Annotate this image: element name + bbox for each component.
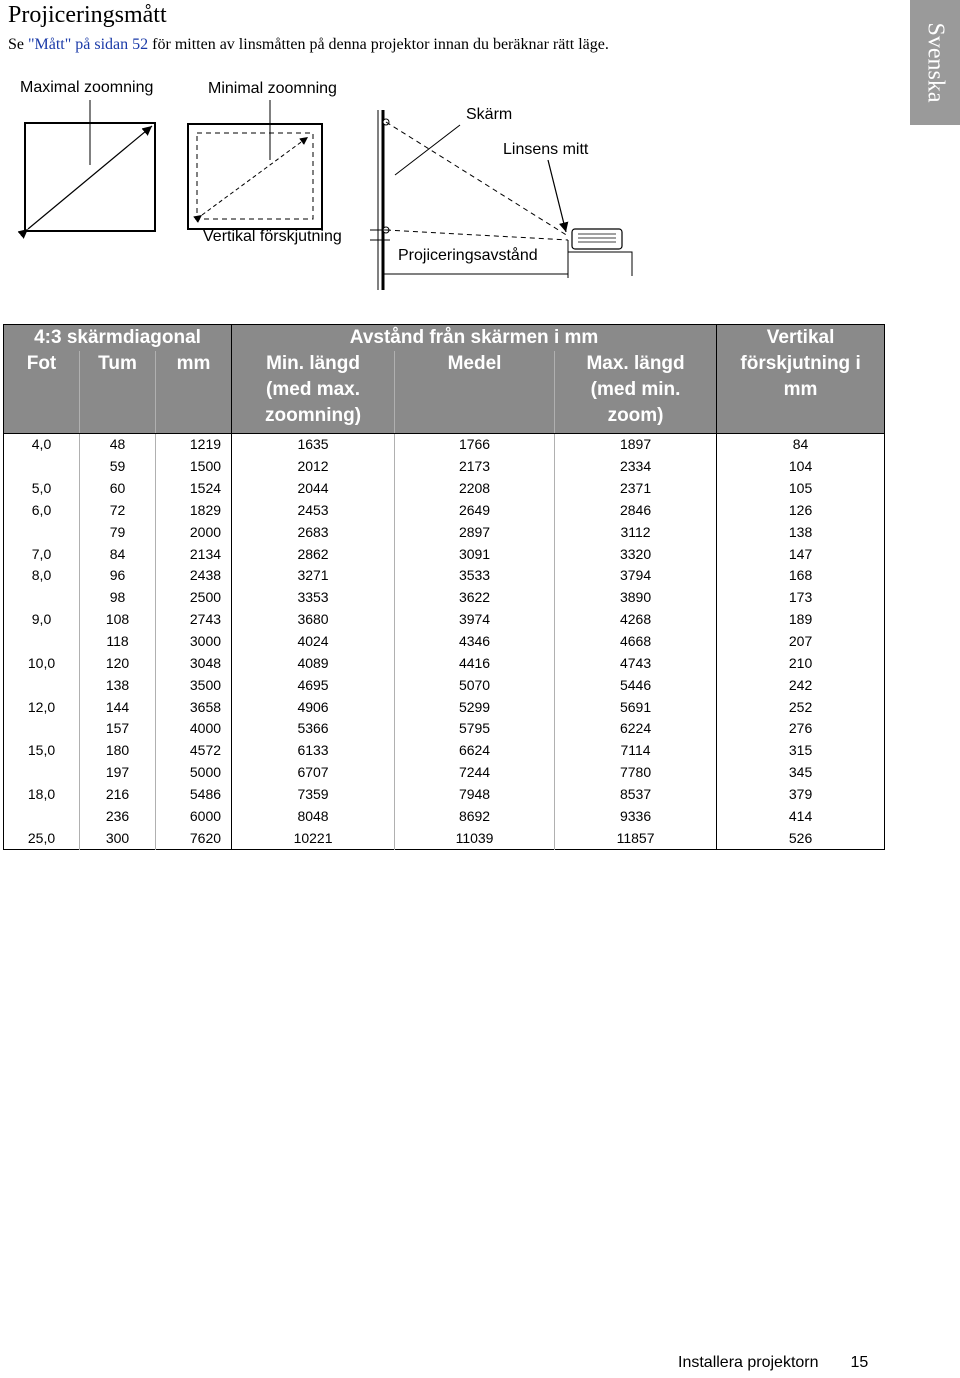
cell-inch: 118 xyxy=(80,631,156,653)
table-row xyxy=(4,543,885,565)
cell-max-length: 3112 xyxy=(555,521,717,543)
cell-feet xyxy=(4,587,80,609)
table-row xyxy=(4,762,885,784)
table-row xyxy=(4,631,885,653)
dimensions-link[interactable]: "Mått" på sidan 52 xyxy=(28,36,149,53)
projection-distance-label: Projiceringsavstånd xyxy=(398,247,538,264)
cell-min-length: 3353 xyxy=(232,587,395,609)
cell-feet xyxy=(4,805,80,827)
max-zoom-label: Maximal zoomning xyxy=(20,79,154,96)
cell-inch: 157 xyxy=(80,718,156,740)
cell-average: 1766 xyxy=(395,434,555,456)
header-average: Medel xyxy=(395,351,555,434)
cell-min-length: 3680 xyxy=(232,609,395,631)
cell-max-length: 7114 xyxy=(555,740,717,762)
lens-center-label: Linsens mitt xyxy=(503,141,589,158)
cell-average: 4416 xyxy=(395,652,555,674)
cell-max-length: 7780 xyxy=(555,762,717,784)
cell-vertical-shift: 104 xyxy=(788,458,813,475)
cell-feet xyxy=(4,762,80,784)
cell-inch: 120 xyxy=(80,652,156,674)
screen-pointer xyxy=(395,125,460,175)
cell-inch: 84 xyxy=(80,543,156,565)
cell-average: 5070 xyxy=(395,674,555,696)
cell-inch: 60 xyxy=(80,478,156,500)
cell-average: 2173 xyxy=(395,456,555,478)
header-mm: mm xyxy=(156,351,232,434)
cell-mm: 3048 xyxy=(156,652,232,674)
table-row xyxy=(4,456,885,478)
cell-average: 7948 xyxy=(395,784,555,806)
cell-inch: 144 xyxy=(80,696,156,718)
cell-mm: 4000 xyxy=(156,718,232,740)
table-row xyxy=(4,696,885,718)
header-vertical-shift: Vertikal förskjutning i mm xyxy=(717,325,885,434)
table-row xyxy=(4,740,885,762)
cell-max-length: 5691 xyxy=(555,696,717,718)
cell-inch: 180 xyxy=(80,740,156,762)
table-row xyxy=(4,500,885,522)
cell-feet: 5,0 xyxy=(4,478,80,500)
screen-label: Skärm xyxy=(466,106,513,123)
header-distance-group: Avstånd från skärmen i mm xyxy=(232,325,717,352)
cell-average: 2649 xyxy=(395,500,555,522)
cell-inch: 197 xyxy=(80,762,156,784)
cell-average: 11039 xyxy=(395,827,555,849)
cell-min-length: 2012 xyxy=(232,456,395,478)
cell-max-length: 2846 xyxy=(555,500,717,522)
cell-max-length: 5446 xyxy=(555,674,717,696)
cell-mm: 1524 xyxy=(156,478,232,500)
cell-mm: 7620 xyxy=(156,827,232,849)
cell-vertical-shift: 526 xyxy=(788,829,813,846)
footer-section: Installera projektorn xyxy=(678,1354,819,1371)
cell-vertical-shift: 379 xyxy=(788,785,813,802)
cell-max-length: 11857 xyxy=(555,827,717,849)
cell-mm: 2743 xyxy=(156,609,232,631)
cell-max-length: 6224 xyxy=(555,718,717,740)
table-body xyxy=(4,434,885,850)
cell-average: 8692 xyxy=(395,805,555,827)
cell-vertical-shift: 414 xyxy=(788,807,813,824)
cell-average: 5299 xyxy=(395,696,555,718)
header-min-length: Min. längd (med max. zoomning) xyxy=(232,351,395,434)
cell-mm: 2000 xyxy=(156,521,232,543)
cell-inch: 96 xyxy=(80,565,156,587)
cell-average: 7244 xyxy=(395,762,555,784)
cell-vertical-shift: 276 xyxy=(788,720,813,737)
language-tab-label: Svenska xyxy=(922,22,949,103)
cell-vertical-shift: 105 xyxy=(788,480,813,497)
cell-vertical-shift: 126 xyxy=(788,501,813,518)
cell-feet xyxy=(4,521,80,543)
min-zoom-label: Minimal zoomning xyxy=(208,80,337,97)
projection-table xyxy=(3,324,885,850)
cell-vertical-shift: 252 xyxy=(788,698,813,715)
intro-before: Se xyxy=(8,36,28,53)
cell-min-length: 8048 xyxy=(232,805,395,827)
projection-bottom-line xyxy=(386,230,568,240)
cell-feet xyxy=(4,631,80,653)
cell-inch: 79 xyxy=(80,521,156,543)
cell-vertical-shift: 315 xyxy=(788,742,813,759)
header-diagonal-group: 4:3 skärmdiagonal xyxy=(4,325,232,352)
lens-center-pointer xyxy=(548,160,566,232)
cell-average: 5795 xyxy=(395,718,555,740)
cell-min-length: 4089 xyxy=(232,652,395,674)
cell-min-length: 7359 xyxy=(232,784,395,806)
cell-vertical-shift: 168 xyxy=(788,567,813,584)
cell-feet: 6,0 xyxy=(4,500,80,522)
cell-min-length: 4695 xyxy=(232,674,395,696)
cell-average: 2897 xyxy=(395,521,555,543)
cell-min-length: 2453 xyxy=(232,500,395,522)
table-row xyxy=(4,587,885,609)
table-row xyxy=(4,565,885,587)
cell-vertical-shift: 207 xyxy=(788,633,813,650)
min-zoom-diagonal xyxy=(202,137,308,215)
cell-feet: 15,0 xyxy=(4,740,80,762)
cell-mm: 2500 xyxy=(156,587,232,609)
table-row xyxy=(4,805,885,827)
cell-mm: 3500 xyxy=(156,674,232,696)
cell-vertical-shift: 173 xyxy=(788,589,813,606)
cell-feet: 4,0 xyxy=(4,434,80,456)
cell-feet: 18,0 xyxy=(4,784,80,806)
cell-max-length: 3890 xyxy=(555,587,717,609)
cell-min-length: 4906 xyxy=(232,696,395,718)
table-row xyxy=(4,784,885,806)
cell-max-length: 8537 xyxy=(555,784,717,806)
cell-feet xyxy=(4,456,80,478)
cell-average: 3533 xyxy=(395,565,555,587)
cell-inch: 216 xyxy=(80,784,156,806)
cell-min-length: 5366 xyxy=(232,718,395,740)
cell-feet: 10,0 xyxy=(4,652,80,674)
footer xyxy=(678,1354,868,1372)
cell-inch: 236 xyxy=(80,805,156,827)
cell-feet xyxy=(4,674,80,696)
cell-inch: 72 xyxy=(80,500,156,522)
cell-max-length: 9336 xyxy=(555,805,717,827)
table-row xyxy=(4,521,885,543)
cell-feet: 7,0 xyxy=(4,543,80,565)
cell-mm: 2438 xyxy=(156,565,232,587)
cell-mm: 2134 xyxy=(156,543,232,565)
cell-vertical-shift: 84 xyxy=(792,436,809,453)
cell-max-length: 4743 xyxy=(555,652,717,674)
cell-average: 6624 xyxy=(395,740,555,762)
table-row xyxy=(4,674,885,696)
cell-inch: 48 xyxy=(80,434,156,456)
cell-min-length: 6133 xyxy=(232,740,395,762)
cell-mm: 5000 xyxy=(156,762,232,784)
cell-inch: 108 xyxy=(80,609,156,631)
cell-average: 4346 xyxy=(395,631,555,653)
cell-average: 3974 xyxy=(395,609,555,631)
vertical-shift-label: Vertikal förskjutning xyxy=(203,228,342,245)
cell-mm: 6000 xyxy=(156,805,232,827)
cell-max-length: 1897 xyxy=(555,434,717,456)
cell-inch: 59 xyxy=(80,456,156,478)
cell-average: 3622 xyxy=(395,587,555,609)
cell-inch: 98 xyxy=(80,587,156,609)
header-max-length: Max. längd (med min. zoom) xyxy=(555,351,717,434)
cell-mm: 1829 xyxy=(156,500,232,522)
table-row xyxy=(4,478,885,500)
table-row xyxy=(4,609,885,631)
cell-mm: 5486 xyxy=(156,784,232,806)
cell-max-length: 2371 xyxy=(555,478,717,500)
cell-vertical-shift: 345 xyxy=(788,764,813,781)
cell-feet: 25,0 xyxy=(4,827,80,849)
cell-feet xyxy=(4,718,80,740)
cell-max-length: 3794 xyxy=(555,565,717,587)
cell-vertical-shift: 210 xyxy=(788,654,813,671)
cell-feet: 9,0 xyxy=(4,609,80,631)
cell-min-length: 4024 xyxy=(232,631,395,653)
cell-min-length: 2044 xyxy=(232,478,395,500)
table-row xyxy=(4,652,885,674)
cell-mm: 3000 xyxy=(156,631,232,653)
projector-body xyxy=(572,229,622,249)
cell-min-length: 2862 xyxy=(232,543,395,565)
cell-mm: 4572 xyxy=(156,740,232,762)
table-row xyxy=(4,718,885,740)
cell-vertical-shift: 189 xyxy=(788,611,813,628)
cell-inch: 300 xyxy=(80,827,156,849)
table-row xyxy=(4,434,885,456)
page-number: 15 xyxy=(850,1354,869,1371)
intro-after: för mitten av linsmåtten på denna projektor innan du beräknar rätt läge. xyxy=(148,36,609,53)
cell-max-length: 4668 xyxy=(555,631,717,653)
cell-max-length: 2334 xyxy=(555,456,717,478)
cell-max-length: 4268 xyxy=(555,609,717,631)
cell-mm: 1219 xyxy=(156,434,232,456)
cell-min-length: 6707 xyxy=(232,762,395,784)
cell-mm: 3658 xyxy=(156,696,232,718)
projection-diagram xyxy=(0,0,960,300)
table-surface xyxy=(568,252,632,276)
cell-max-length: 3320 xyxy=(555,543,717,565)
cell-inch: 138 xyxy=(80,674,156,696)
cell-min-length: 10221 xyxy=(232,827,395,849)
page-title: Projiceringsmått xyxy=(8,2,167,28)
table-row xyxy=(4,827,885,849)
cell-feet: 12,0 xyxy=(4,696,80,718)
cell-average: 2208 xyxy=(395,478,555,500)
cell-vertical-shift: 147 xyxy=(788,545,813,562)
cell-feet: 8,0 xyxy=(4,565,80,587)
header-feet: Fot xyxy=(4,351,80,434)
cell-min-length: 3271 xyxy=(232,565,395,587)
cell-vertical-shift: 138 xyxy=(788,523,813,540)
header-inch: Tum xyxy=(80,351,156,434)
projection-top-line xyxy=(386,122,568,236)
cell-min-length: 1635 xyxy=(232,434,395,456)
cell-vertical-shift: 242 xyxy=(788,676,813,693)
cell-average: 3091 xyxy=(395,543,555,565)
cell-min-length: 2683 xyxy=(232,521,395,543)
cell-mm: 1500 xyxy=(156,456,232,478)
